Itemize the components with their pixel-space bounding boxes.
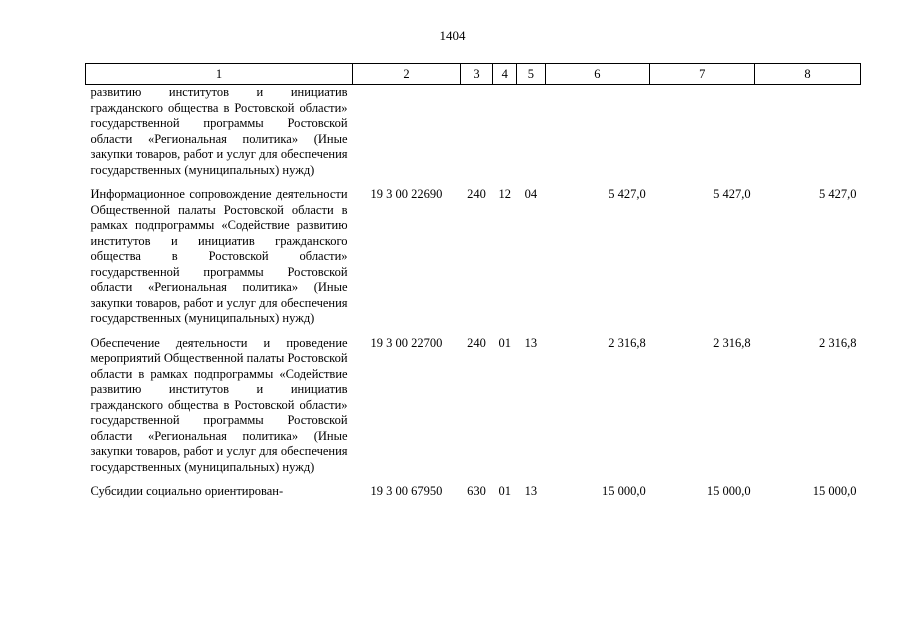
section-code: 01 bbox=[498, 484, 511, 498]
column-header-4: 4 bbox=[493, 64, 517, 85]
table-header-row bbox=[86, 64, 861, 85]
page-number: 1404 bbox=[439, 28, 466, 43]
amount-year-1: 5 427,0 bbox=[608, 187, 646, 201]
column-header-6: 6 bbox=[545, 64, 650, 85]
row-description: Обеспечение деятельности и проведение мероприятий Общественной палаты Ростовской области в рамках подпрограммы «Содействие развитию институтов и инициатив гражданского общества в Ростовской области» государственной программы Ростовской области «Региональная политика» (Иные закупки товаров, работ и услуг для обеспечения государственных (муниципальных) нужд) bbox=[90, 335, 348, 474]
amount-year-1: 2 316,8 bbox=[608, 335, 646, 350]
row-description: Субсидии социально ориентирован- bbox=[90, 484, 284, 498]
target-article-code: 19 3 00 67950 bbox=[370, 484, 443, 498]
row-description: развитию институтов и инициатив гражданского общества в Ростовской области» государственной программы Ростовской области «Региональная политика» (Иные закупки товаров, работ и услуг для обеспечения государственных (муниципальных) нужд) bbox=[90, 85, 348, 177]
table-row bbox=[86, 475, 861, 500]
table-row bbox=[86, 327, 861, 476]
section-code: 01 bbox=[498, 335, 511, 350]
amount-year-3: 15 000,0 bbox=[812, 484, 857, 498]
subsection-code: 13 bbox=[524, 335, 538, 350]
expense-type-code: 240 bbox=[467, 187, 486, 201]
amount-year-3: 5 427,0 bbox=[819, 187, 857, 201]
expense-type-code bbox=[460, 85, 492, 179]
row-description: Информационное сопровождение деятельности Общественной палаты Ростовской области в рамках подпрограммы «Содействие развитию институтов и инициатив гражданского общества в Ростовской области» государственной программы Ростовской области «Региональная политика» (Иные закупки товаров, работ и услуг для обеспечения государственных (муниципальных) нужд) bbox=[90, 187, 348, 325]
subsection-code: 04 bbox=[524, 187, 538, 201]
target-article-code: 19 3 00 22690 bbox=[370, 187, 443, 201]
amount-year-1: 15 000,0 bbox=[602, 484, 646, 498]
amount-year-2: 2 316,8 bbox=[713, 335, 751, 350]
table-row bbox=[86, 85, 861, 179]
column-header-2: 2 bbox=[353, 64, 461, 85]
column-header-7: 7 bbox=[650, 64, 755, 85]
subsection-code: 13 bbox=[524, 484, 538, 498]
budget-table bbox=[85, 63, 861, 500]
expense-type-code: 240 bbox=[467, 335, 486, 350]
amount-year-3: 2 316,8 bbox=[819, 335, 857, 350]
amount-year-2 bbox=[650, 85, 755, 179]
column-header-5: 5 bbox=[517, 64, 545, 85]
section-code: 12 bbox=[498, 187, 511, 201]
column-header-8: 8 bbox=[755, 64, 861, 85]
subsection-code bbox=[517, 85, 545, 179]
table-row bbox=[86, 178, 861, 327]
column-header-3: 3 bbox=[460, 64, 492, 85]
amount-year-3 bbox=[755, 85, 861, 179]
target-article-code: 19 3 00 22700 bbox=[370, 335, 443, 350]
target-article-code bbox=[353, 85, 461, 179]
amount-year-1 bbox=[545, 85, 650, 179]
column-header-1: 1 bbox=[86, 64, 353, 85]
amount-year-2: 15 000,0 bbox=[706, 484, 751, 498]
expense-type-code: 630 bbox=[467, 484, 486, 498]
section-code bbox=[493, 85, 517, 179]
amount-year-2: 5 427,0 bbox=[713, 187, 751, 201]
